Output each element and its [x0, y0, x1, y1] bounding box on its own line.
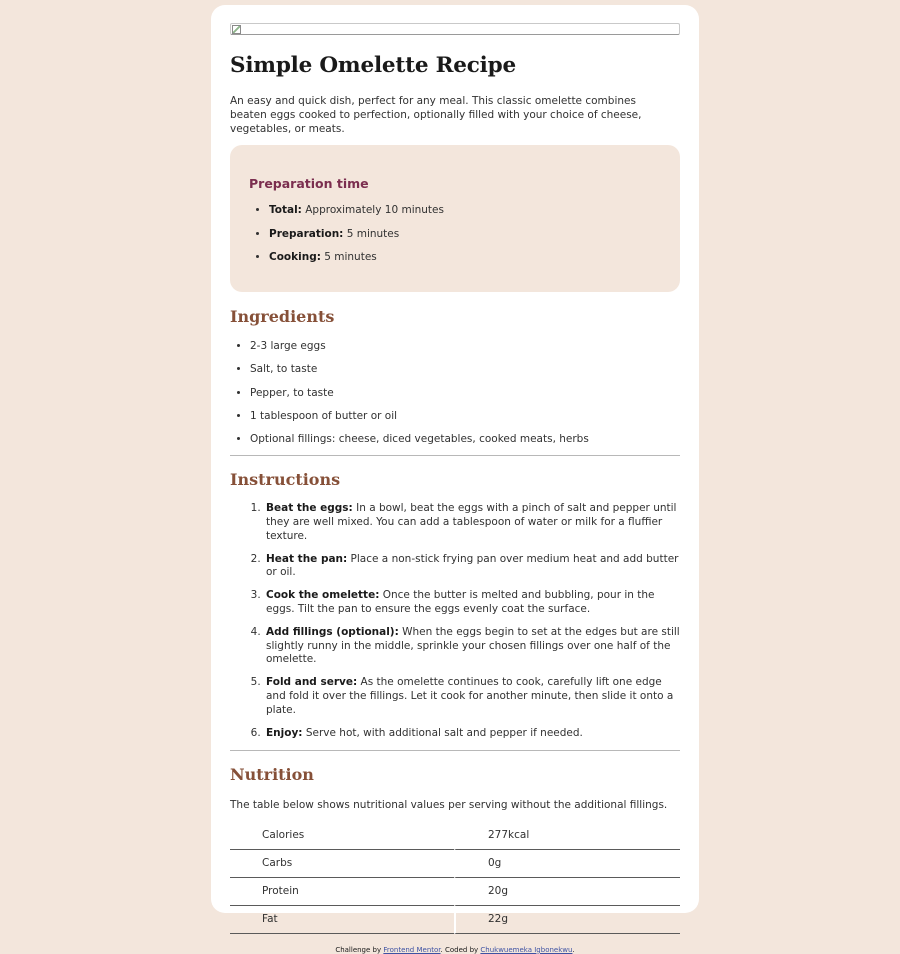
- list-item: [269, 203, 661, 217]
- instructions-list: [230, 502, 680, 740]
- attribution-footer: [230, 946, 680, 954]
- step-label: Add fillings (optional):: [266, 626, 399, 639]
- list-item: [264, 727, 680, 741]
- step-label: Cook the omelette:: [266, 589, 380, 602]
- step-text: As the omelette continues to cook, carefully lift one edge and fold it over the fillings. Let it cook for another minute, then slide it onto a plate.: [266, 676, 674, 716]
- list-item: • 2-3 large eggs: [250, 339, 680, 353]
- footer-prefix: Challenge by: [335, 945, 384, 954]
- table-row: [230, 906, 680, 934]
- list-item: [264, 502, 680, 543]
- broken-image-icon: [232, 25, 241, 34]
- prep-value: 5 minutes: [343, 227, 400, 240]
- step-label: Beat the eggs:: [266, 502, 353, 515]
- list-item: • Pepper, to taste: [250, 386, 680, 400]
- step-text: Place a non-stick frying pan over medium heat and add butter or oil.: [266, 552, 679, 579]
- step-label: Enjoy:: [266, 726, 303, 739]
- list-item: [264, 626, 680, 667]
- list-item: [269, 227, 661, 241]
- prep-value: 5 minutes: [320, 251, 377, 263]
- table-row: [230, 878, 680, 906]
- step-text: When the eggs begin to set at the edges but are still slightly runny in the middle, sprinkle your chosen fillings over one half of the omelette.: [266, 626, 680, 666]
- nutrient-value: 20g: [454, 878, 680, 906]
- prep-label: Cooking:: [269, 251, 321, 263]
- instructions-heading: Instructions: [230, 470, 341, 490]
- recipe-image: [230, 23, 680, 35]
- nutrient-value: 22g: [454, 906, 680, 934]
- step-label: Fold and serve:: [266, 676, 358, 689]
- step-text: In a bowl, beat the eggs with a pinch of salt and pepper until they are well mixed. You can add a tablespoon of water or milk for a fluffier texture.: [266, 502, 677, 542]
- preparation-time-box: [230, 145, 680, 292]
- list-item: • Optional fillings: cheese, diced vegetables, cooked meats, herbs: [250, 432, 680, 446]
- list-item: [269, 250, 661, 264]
- prep-label: Total:: [269, 204, 302, 216]
- step-label: Heat the pan:: [266, 552, 348, 565]
- prep-value: Approximately 10 minutes: [301, 204, 444, 216]
- divider: [230, 455, 680, 456]
- nutrient-name: Protein: [230, 878, 454, 906]
- nutrition-heading: Nutrition: [230, 764, 314, 784]
- prep-label: Preparation:: [269, 227, 344, 240]
- nutrient-value: 0g: [454, 850, 680, 878]
- step-text: Serve hot, with additional salt and pepper if needed.: [302, 726, 583, 739]
- nutrient-name: Calories: [230, 822, 454, 850]
- ingredients-list: [230, 339, 680, 446]
- frontend-mentor-link[interactable]: Frontend Mentor: [383, 945, 441, 954]
- nutrient-value: 277kcal: [454, 822, 680, 850]
- nutrition-section: [230, 765, 680, 934]
- nutrition-description: The table below shows nutritional values per serving without the additional fillings.: [230, 798, 668, 811]
- list-item: • 1 tablespoon of butter or oil: [250, 409, 680, 423]
- footer-suffix: .: [572, 945, 575, 954]
- footer-middle: . Coded by: [440, 945, 481, 954]
- instructions-section: [230, 470, 680, 740]
- recipe-title: Simple Omelette Recipe: [230, 53, 516, 78]
- nutrient-name: Fat: [230, 906, 454, 934]
- list-item: • Salt, to taste: [250, 362, 680, 376]
- step-text: Once the butter is melted and bubbling, pour in the eggs. Tilt the pan to ensure the eggs evenly coat the surface.: [266, 589, 655, 616]
- recipe-card: [211, 5, 699, 954]
- ingredients-heading: Ingredients: [230, 307, 335, 326]
- nutrition-table: [230, 822, 680, 934]
- table-row: [230, 850, 680, 878]
- list-item: [264, 676, 680, 717]
- author-link[interactable]: Chukwuemeka Igbonekwu: [480, 945, 573, 954]
- preparation-list: [249, 203, 661, 264]
- divider: [230, 750, 680, 751]
- table-row: [230, 822, 680, 850]
- preparation-heading: Preparation time: [249, 176, 369, 191]
- list-item: [264, 589, 680, 616]
- recipe-intro: An easy and quick dish, perfect for any meal. This classic omelette combines beaten eggs cooked to perfection, optionally filled with your choice of cheese, vegetables, or meats.: [230, 95, 642, 135]
- nutrient-name: Carbs: [230, 850, 454, 878]
- ingredients-section: [230, 307, 680, 446]
- list-item: [264, 553, 680, 580]
